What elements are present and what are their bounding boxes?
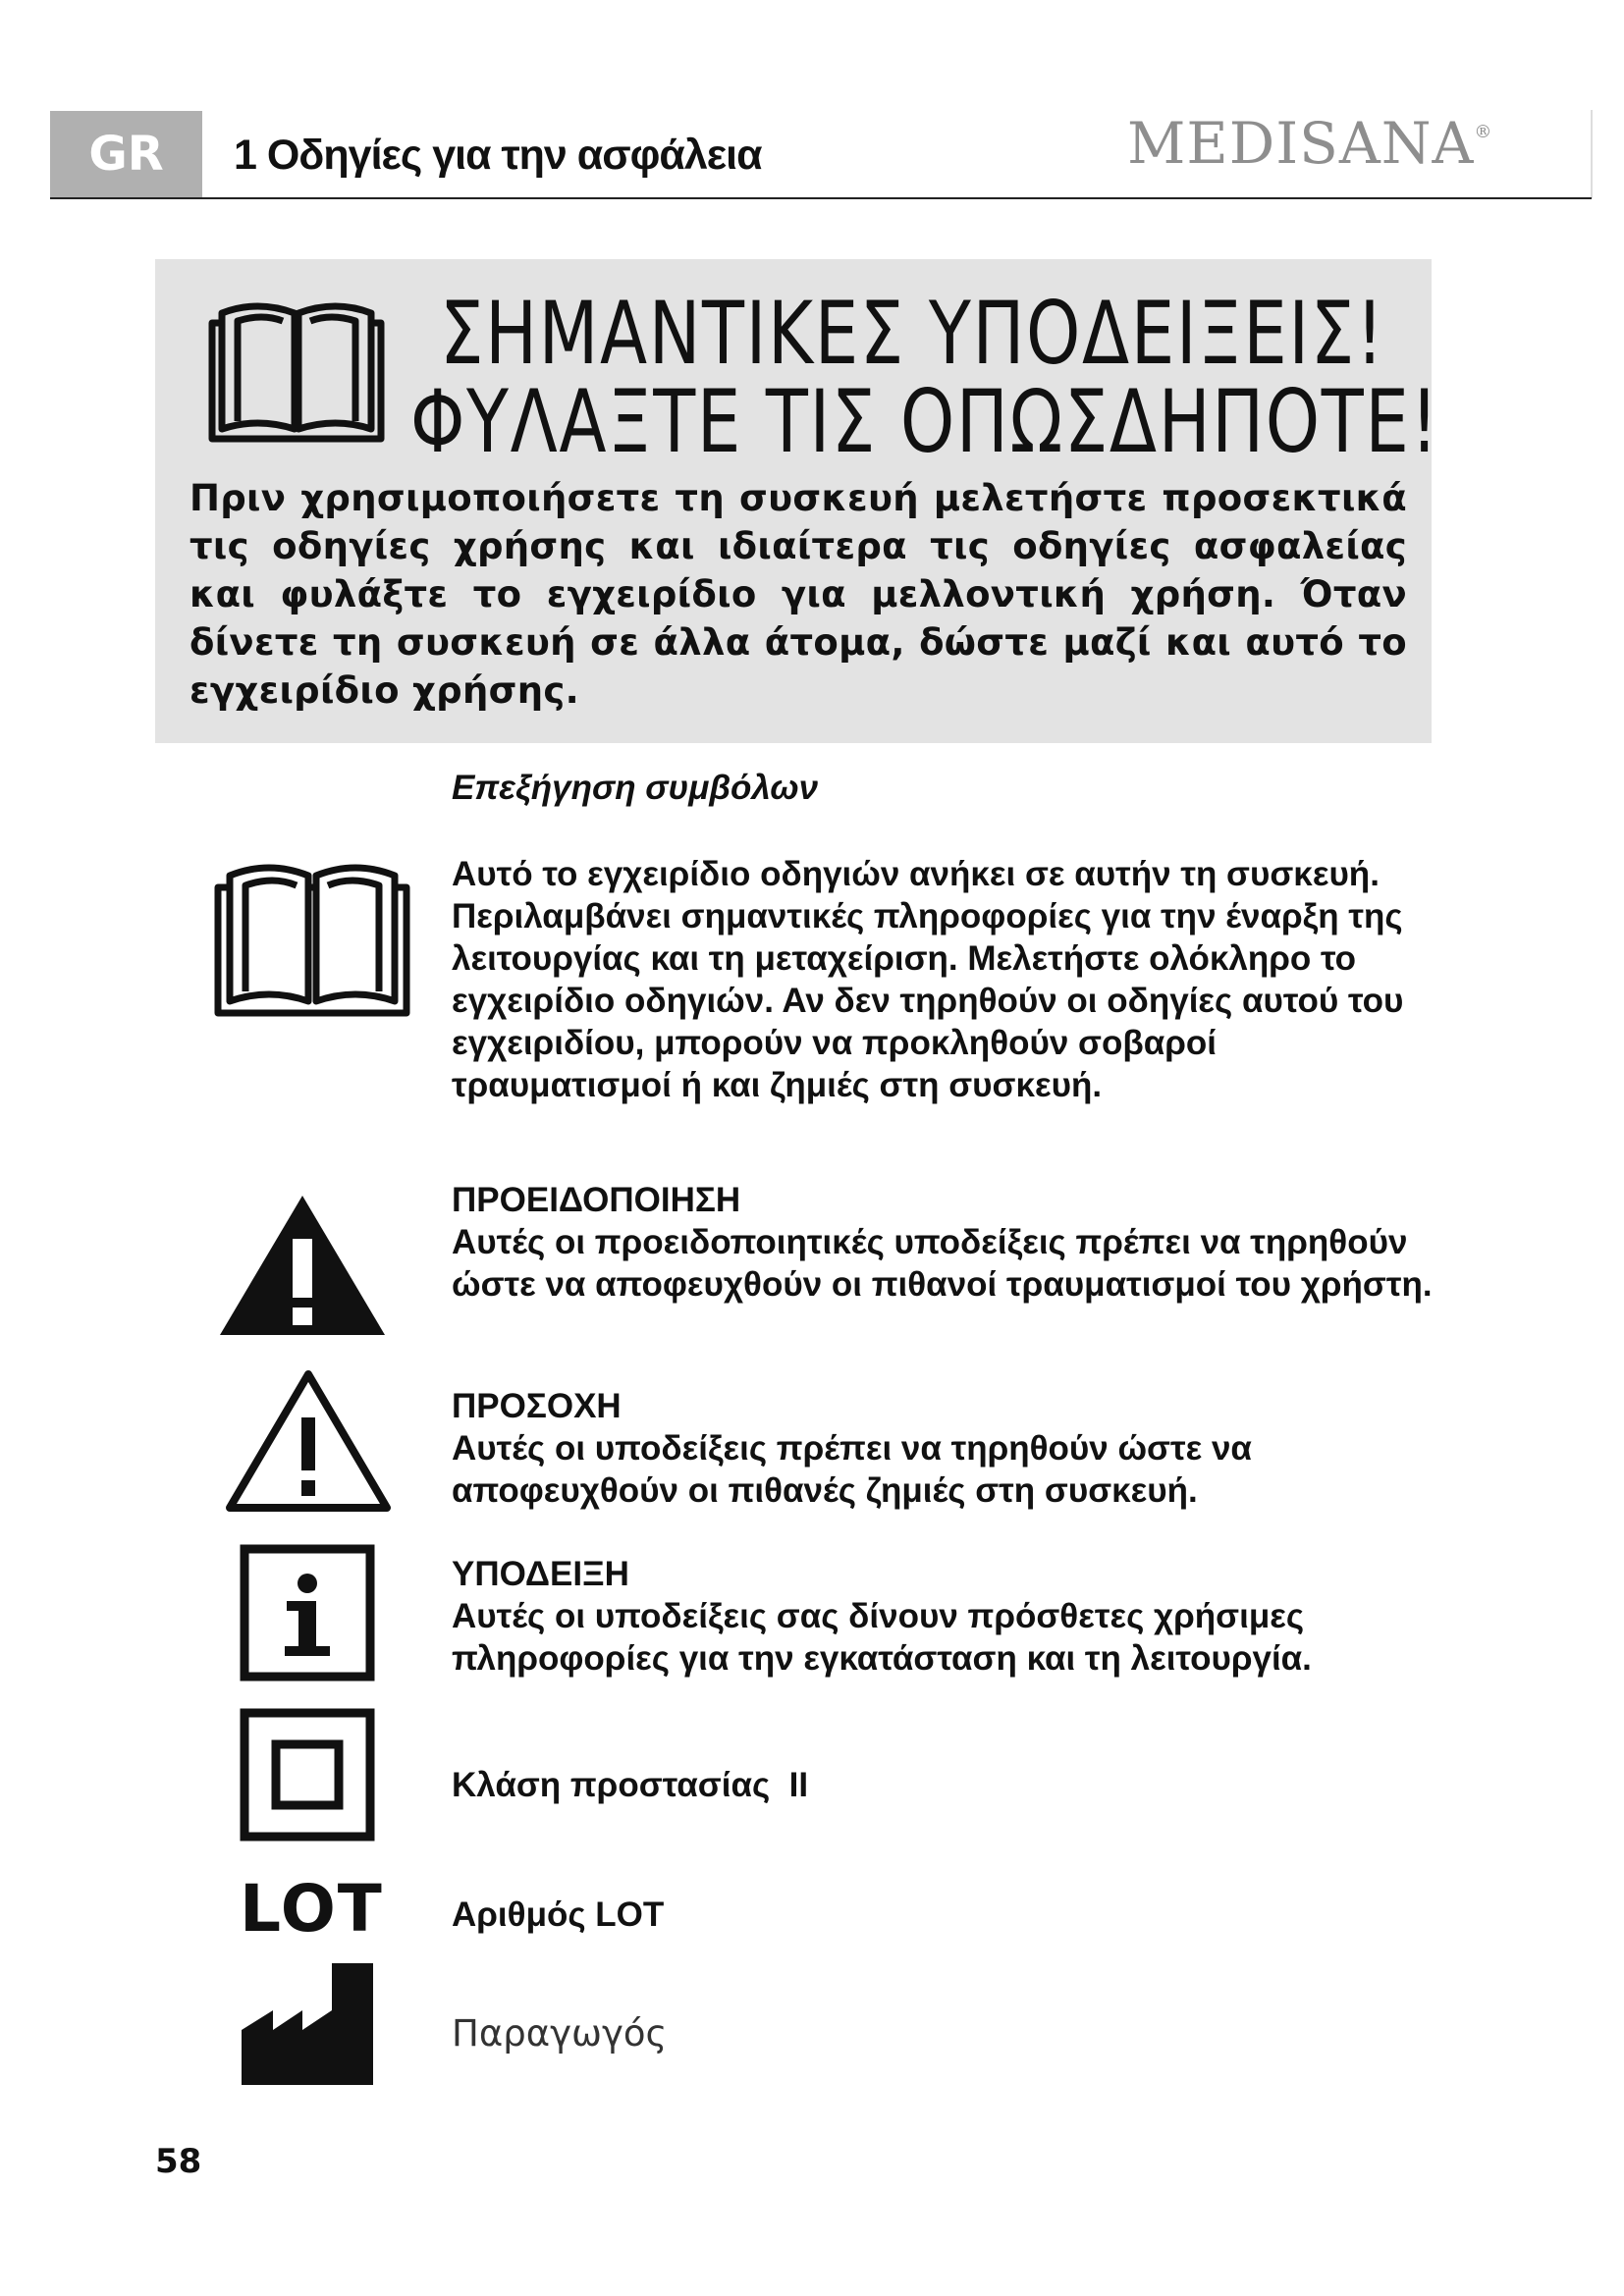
legend-item-heading: ΠΡΟΕΙΔΟΠΟΙΗΣΗ [452, 1181, 741, 1219]
manual-book-icon [214, 852, 410, 1024]
header-divider [1591, 110, 1593, 198]
language-tab: GR [50, 111, 202, 197]
legend-item-caution [452, 1385, 1443, 1512]
lot-icon: LOT [240, 1871, 384, 1947]
notice-headline-line1: ΣΗΜΑΝΤΙΚΕΣ ΥΠΟΔΕΙΞΕΙΣ! [440, 283, 1385, 384]
brand-name: MEDISANA [1127, 110, 1475, 177]
legend-item-note [452, 1553, 1443, 1680]
manual-book-icon [208, 292, 385, 454]
legend-item-text: Αριθμός LOT [452, 1896, 665, 1934]
legend-item-text: Αυτές οι προειδοποιητικές υποδείξεις πρέπει να τηρηθούν ώστε να αποφευχθούν οι πιθανοί τραυματισμοί του χρήστη. [452, 1223, 1433, 1304]
legend-item-warning [452, 1179, 1443, 1306]
section-title: 1 Οδηγίες για την ασφάλεια [234, 132, 762, 179]
legend-item-text: Αυτό το εγχειρίδιο οδηγιών ανήκει σε αυτήν τη συσκευή. Περιλαμβάνει σημαντικές πληροφορίες για την έναρξη της λειτουργίας και τη μεταχείριση. Μελετήστε ολόκληρο το εγχειρίδιο οδηγιών. Αν δεν τηρηθούν οι οδηγίες αυτού του εγχειριδίου, μπορούν να προκληθούν σοβαροί τραυματισμοί ή και ζημιές στη συσκευή. [452, 855, 1404, 1104]
manufacturer-factory-icon [242, 1963, 375, 2090]
legend-title: Επεξήγηση συμβόλων [452, 769, 819, 807]
notice-text: Πριν χρησιμοποιήσετε τη συσκευή μελετήστε προσεκτικά τις οδηγίες χρήσης και ιδιαίτερα τις οδηγίες ασφαλείας και φυλάξτε το εγχειρίδιο για μελλοντική χρήση. Όταν δίνετε τη συσκευή σε άλλα άτομα, δώστε μαζί και αυτό το εγχειρίδιο χρήσης. [189, 477, 1407, 712]
legend-item-text: Παραγωγός [452, 2012, 668, 2055]
caution-outline-icon [224, 1366, 393, 1519]
warning-filled-icon [218, 1192, 387, 1344]
header-rule [50, 197, 1592, 199]
legend-item-text: Αυτές οι υποδείξεις πρέπει να τηρηθούν ώστε να αποφευχθούν οι πιθανές ζημιές στη συσκευή. [452, 1429, 1252, 1510]
registered-mark: ® [1474, 122, 1493, 142]
info-icon [240, 1544, 375, 1686]
legend-item-text: Κλάση προστασίας II [452, 1766, 809, 1804]
legend-item-heading: ΠΡΟΣΟΧΗ [452, 1387, 622, 1425]
legend-item-text: Αυτές οι υποδείξεις σας δίνουν πρόσθετες χρήσιμες πληροφορίες για την εγκατάσταση και τη λειτουργία. [452, 1597, 1312, 1678]
brand-logo [1127, 110, 1492, 177]
page-number: 58 [155, 2142, 202, 2181]
protection-class-ii-icon [240, 1708, 375, 1846]
legend-item-heading: ΥΠΟΔΕΙΞΗ [452, 1555, 629, 1593]
notice-headline-line2: ΦΥΛΑΞΤΕ ΤΙΣ ΟΠΩΣΔΗΠΟΤΕ! [410, 371, 1440, 472]
